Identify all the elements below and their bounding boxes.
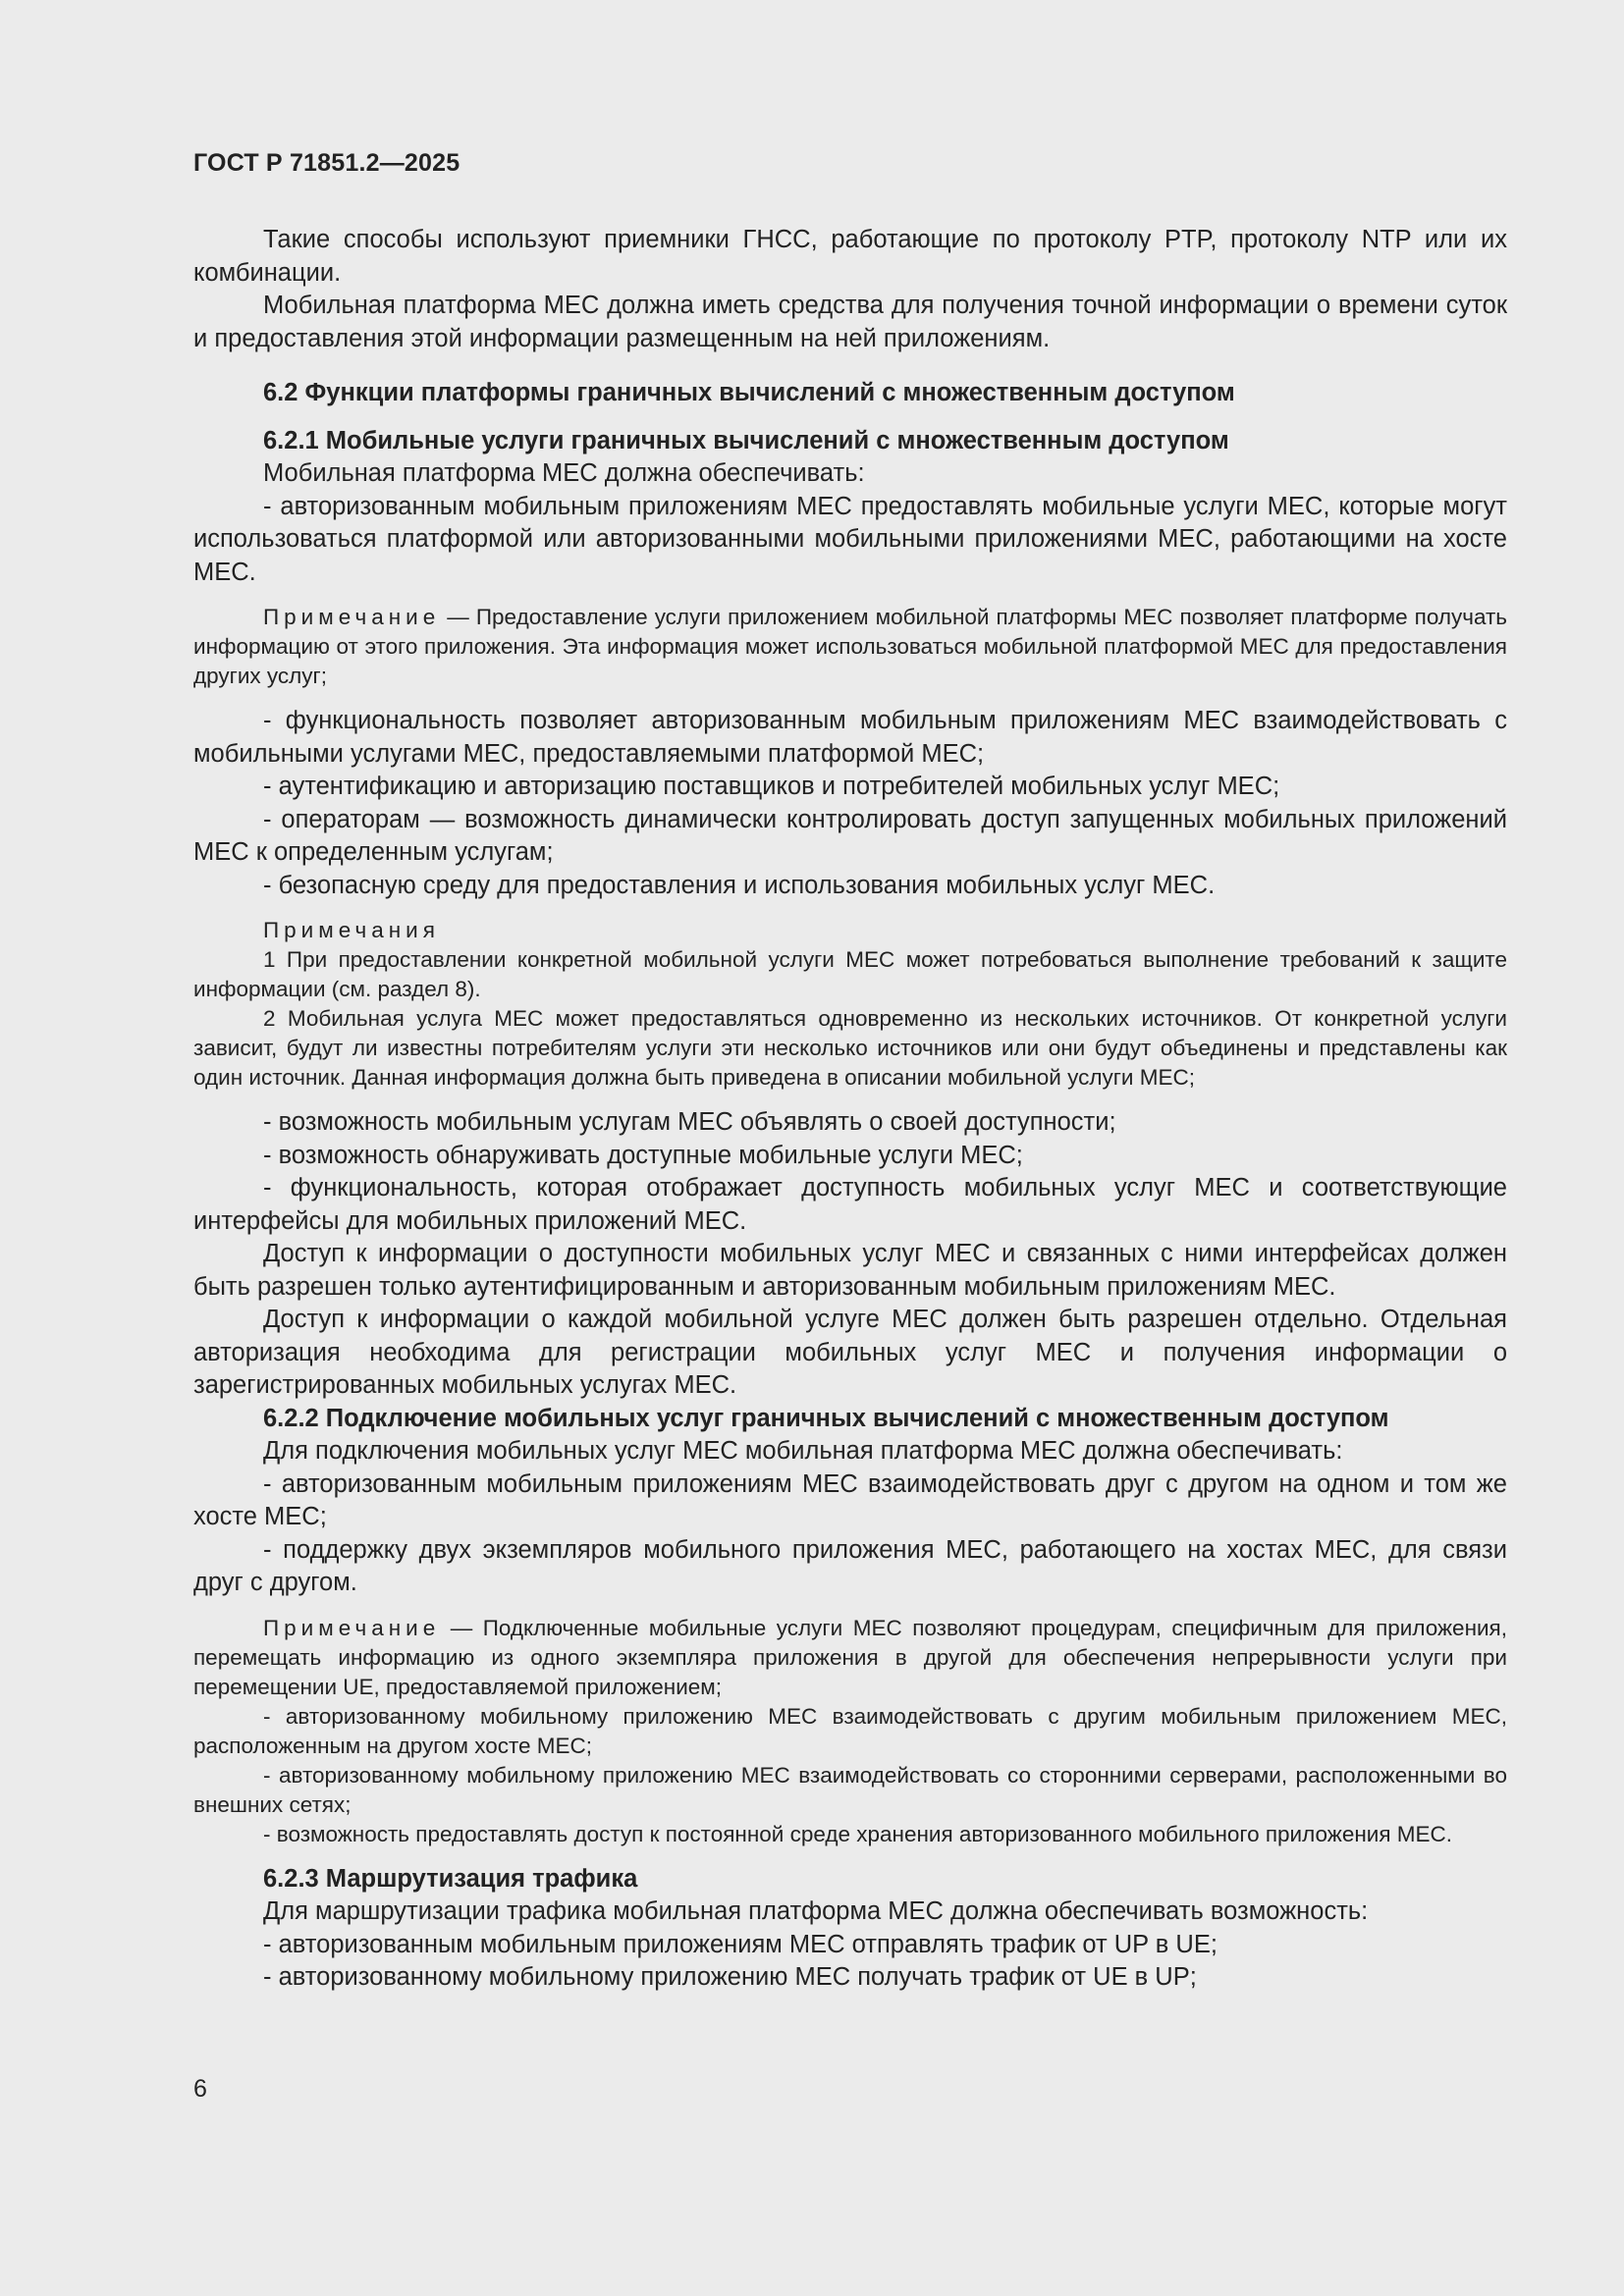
notes-label: Примечания	[263, 918, 440, 942]
section-heading-6-2-2: 6.2.2 Подключение мобильных услуг граничных вычислений с множественным доступом	[263, 1404, 1389, 1432]
section-heading-6-2: 6.2 Функции платформы граничных вычислений с множественным доступом	[263, 379, 1235, 406]
document-header: ГОСТ Р 71851.2—2025	[193, 149, 460, 177]
note-list-item: - авторизованному мобильному приложению МЕС взаимодействовать со сторонними серверами, расположенными во внешних сетях;	[193, 1762, 1507, 1817]
paragraph: Такие способы используют приемники ГНСС, работающие по протоколу PTP, протоколу NTP или их комбинации.	[193, 226, 1507, 287]
list-item: - возможность мобильным услугам МЕС объявлять о своей доступности;	[263, 1108, 1116, 1136]
list-item: - функциональность, которая отображает доступность мобильных услуг МЕС и соответствующие интерфейсы для мобильных приложений МЕС.	[193, 1174, 1507, 1235]
note	[193, 603, 1507, 691]
note-text: — Предоставление услуги приложением мобильной платформы МЕС позволяет платформе получать информацию от этого приложения. Эта информация может использоваться мобильной платформой МЕС для предоставления других услуг;	[193, 605, 1507, 688]
list-item: - авторизованным мобильным приложениям МЕС предоставлять мобильные услуги МЕС, которые могут использоваться платформой или авторизованными мобильными приложениями МЕС, работающими на хосте МЕС.	[193, 492, 1507, 586]
note-item: 1 При предоставлении конкретной мобильной услуги МЕС может потребоваться выполнение требований к защите информации (см. раздел 8).	[193, 947, 1507, 1001]
list-item: - операторам — возможность динамически контролировать доступ запущенных мобильных приложений МЕС к определенным услугам;	[193, 805, 1507, 866]
note-label: Примечание	[263, 1615, 441, 1640]
list-item: - аутентификацию и авторизацию поставщиков и потребителей мобильных услуг МЕС;	[263, 773, 1280, 800]
document-body	[193, 224, 1507, 1995]
paragraph: Доступ к информации о доступности мобильных услуг МЕС и связанных с ними интерфейсах должен быть разрешен только аутентифицированным и авторизованным мобильным приложениям МЕС.	[193, 1240, 1507, 1301]
note-item: 2 Мобильная услуга МЕС может предоставляться одновременно из нескольких источников. От конкретной услуги зависит, будут ли известны потребителям услуги эти несколько источников или они будут объединены и представлены как один источник. Данная информация должна быть приведена в описании мобильной услуги МЕС;	[193, 1006, 1507, 1090]
section-heading-6-2-3: 6.2.3 Маршрутизация трафика	[263, 1864, 638, 1893]
list-item: - авторизованным мобильным приложениям МЕС взаимодействовать друг с другом на одном и том же хосте МЕС;	[193, 1469, 1507, 1530]
list-item: - поддержку двух экземпляров мобильного приложения МЕС, работающего на хостах МЕС, для связи друг с другом.	[193, 1535, 1507, 1596]
list-item: - авторизованным мобильным приложениям МЕС отправлять трафик от UP в UE;	[263, 1930, 1218, 1958]
paragraph: Мобильная платформа МЕС должна обеспечивать:	[263, 459, 865, 487]
notes	[193, 916, 1507, 1093]
paragraph: Для подключения мобильных услуг МЕС мобильная платформа МЕС должна обеспечивать:	[263, 1437, 1343, 1465]
note-label: Примечание	[263, 605, 441, 629]
note-list-item: - авторизованному мобильному приложению МЕС взаимодействовать с другим мобильным приложением МЕС, расположенным на другом хосте МЕС;	[193, 1703, 1507, 1758]
note-text: — Подключенные мобильные услуги МЕС позволяют процедурам, специфичным для приложения, перемещать информацию из одного экземпляра приложения в другой для обеспечения непрерывности услуги при перемещении UE, предоставляемой приложением;	[193, 1615, 1507, 1699]
section-heading-6-2-1: 6.2.1 Мобильные услуги граничных вычислений с множественным доступом	[263, 426, 1229, 454]
list-item: - функциональность позволяет авторизованным мобильным приложениям МЕС взаимодействовать с мобильными услугами МЕС, предоставляемыми платформой МЕС;	[193, 707, 1507, 768]
list-item: - авторизованному мобильному приложению МЕС получать трафик от UE в UP;	[263, 1963, 1197, 1991]
note	[193, 1614, 1507, 1849]
page-number: 6	[193, 2075, 207, 2103]
paragraph: Для маршрутизации трафика мобильная платформа МЕС должна обеспечивать возможность:	[263, 1897, 1369, 1925]
list-item: - возможность обнаруживать доступные мобильные услуги МЕС;	[263, 1141, 1023, 1169]
note-list-item: - возможность предоставлять доступ к постоянной среде хранения авторизованного мобильного приложения МЕС.	[263, 1821, 1453, 1846]
paragraph: Мобильная платформа МЕС должна иметь средства для получения точной информации о времени суток и предоставления этой информации размещенным на ней приложениям.	[193, 292, 1507, 352]
paragraph: Доступ к информации о каждой мобильной услуге МЕС должен быть разрешен отдельно. Отдельная авторизация необходима для регистрации мобильных услуг МЕС и получения информации о зарегистрированных мобильных услугах МЕС.	[193, 1306, 1507, 1399]
list-item: - безопасную среду для предоставления и использования мобильных услуг МЕС.	[263, 871, 1216, 899]
